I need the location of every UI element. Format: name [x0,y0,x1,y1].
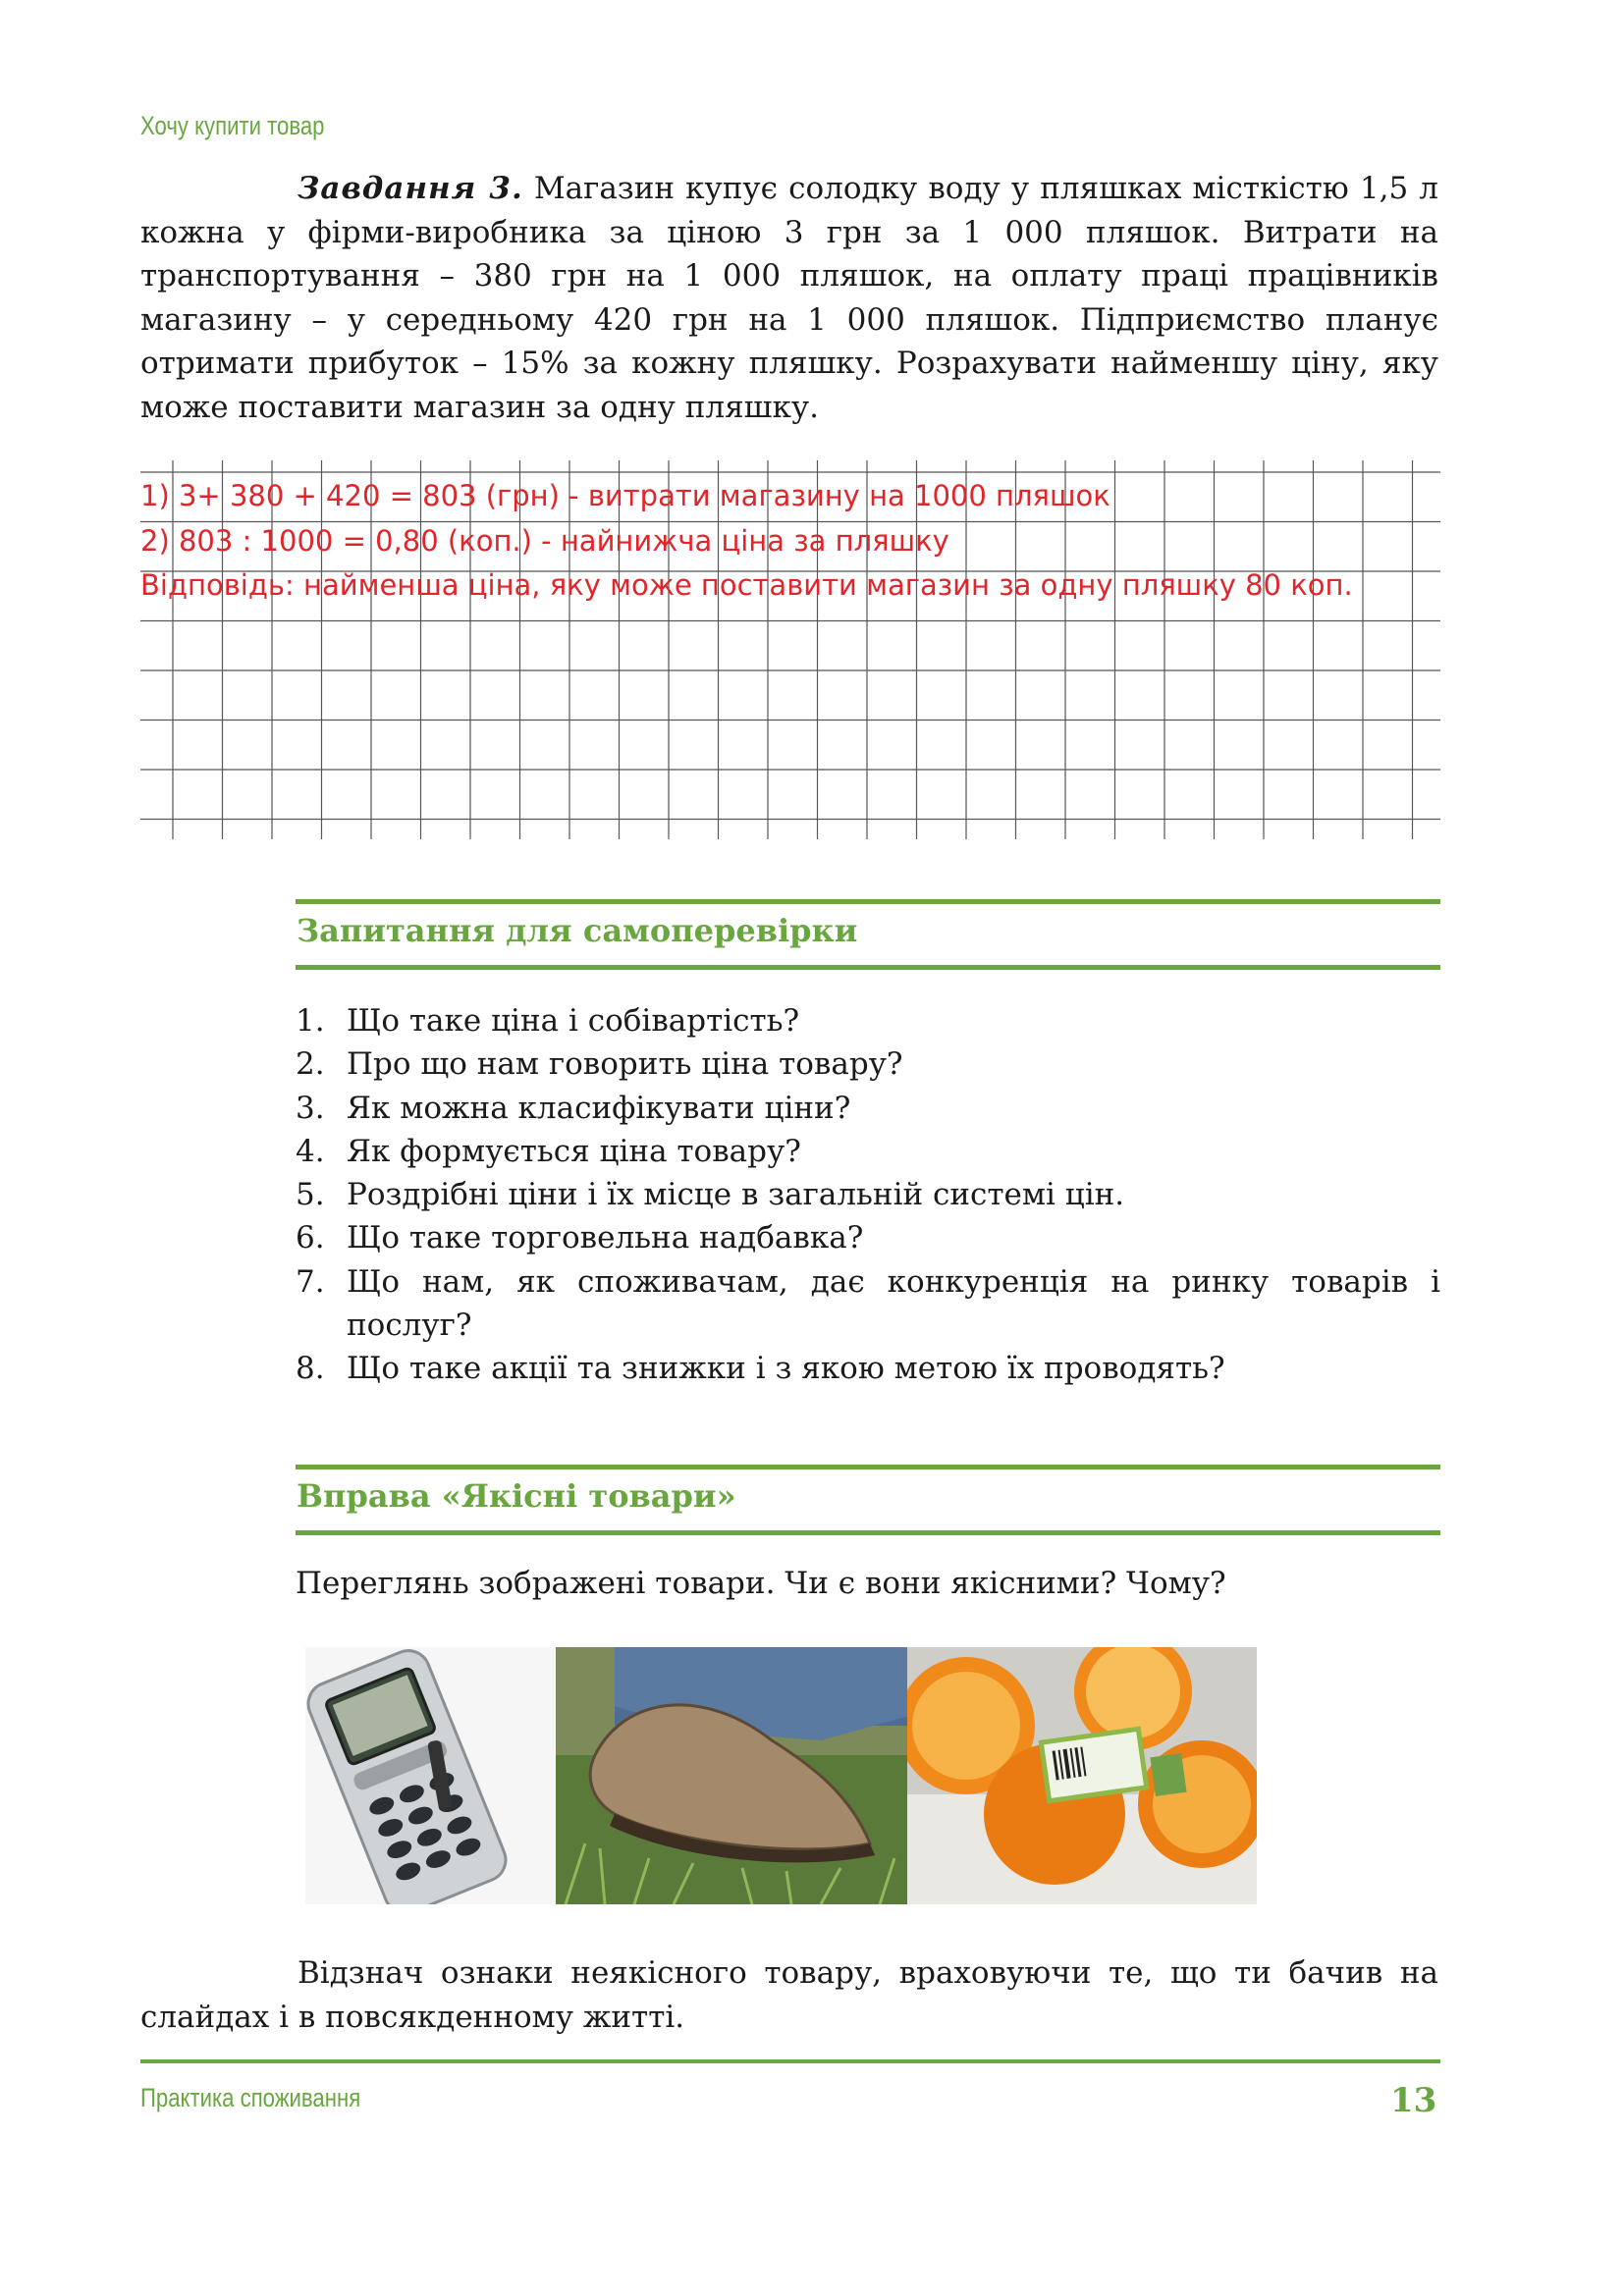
question-number: 8. [296,1351,325,1387]
phone-image [305,1647,556,1904]
task-label: Завдання 3. [298,171,523,206]
self-check-questions [296,999,1440,1391]
question-text: Про що нам говорить ціна товару? [347,1046,903,1083]
question-text: Що таке акції та знижки і з якою метою їх проводять? [347,1351,1225,1387]
self-check-heading [296,899,1440,970]
list-item [296,1087,1440,1130]
question-text: Що таке торговельна надбавка? [347,1220,864,1256]
exercise-heading [296,1465,1440,1535]
question-number: 1. [296,1003,325,1039]
question-number: 2. [296,1046,325,1083]
answer-line-1: 1) 3+ 380 + 420 = 803 (грн) - витрати магазину на 1000 пляшок [140,479,1110,512]
question-number: 4. [296,1133,325,1169]
question-text: Роздрібні ціни і їх місце в загальній системі цін. [347,1177,1125,1213]
final-task-text: Відзнач ознаки неякісного товару, враховуючи те, що ти бачив на слайдах і в повсякденному житті. [140,1955,1438,2035]
task-text: Магазин купує солодку воду у пляшках місткістю 1,5 л кожна у фірми-виробника за ціною 3 грн за 1 000 пляшок. Витрати на транспортування – 380 грн на 1 000 пляшок, на оплату праці працівників магазину – у середньому 420 грн на 1 000 пляшок. Підприємство планує отримати прибуток – 15% за кожну пляшку. Розрахувати найменшу ціну, яку може поставити магазин за одну пляшку. [140,171,1438,425]
answer-line-2: 2) 803 : 1000 = 0,80 (коп.) - найнижча ціна за пляшку [140,523,949,558]
list-item [296,1042,1440,1086]
self-check-heading-text: Запитання для самоперевірки [297,912,858,949]
page-number: 13 [1390,2081,1437,2120]
list-item [296,1173,1440,1216]
list-item [296,1347,1440,1390]
exercise-prompt: Переглянь зображені товари. Чи є вони якісними? Чому? [296,1566,1226,1601]
list-item [296,1260,1440,1348]
final-task [140,1951,1438,2039]
question-number: 6. [296,1220,325,1256]
question-text: Як формується ціна товару? [347,1133,801,1169]
list-item [296,1216,1440,1259]
oranges-image [907,1647,1257,1904]
question-number: 3. [296,1090,325,1126]
question-text: Як можна класифікувати ціни? [347,1090,851,1126]
question-number: 7. [296,1263,325,1300]
list-item [296,1130,1440,1173]
task-3 [140,167,1438,429]
running-header: Хочу купити товар [140,111,325,140]
running-footer: Практика споживання [140,2083,361,2112]
question-number: 5. [296,1177,325,1213]
footer-divider [140,2059,1440,2063]
answer-line-3: Відповідь: найменша ціна, яку може поставити магазин за одну пляшку 80 коп. [140,568,1353,602]
exercise-heading-text: Вправа «Якісні товари» [297,1477,736,1515]
question-text: Що нам, як споживачам, дає конкуренція на ринку товарів і послуг? [347,1263,1440,1344]
handwritten-answer [140,474,1353,609]
list-item [296,999,1440,1042]
question-text: Що таке ціна і собівартість? [347,1003,800,1039]
worn-shoe-image [556,1647,907,1904]
